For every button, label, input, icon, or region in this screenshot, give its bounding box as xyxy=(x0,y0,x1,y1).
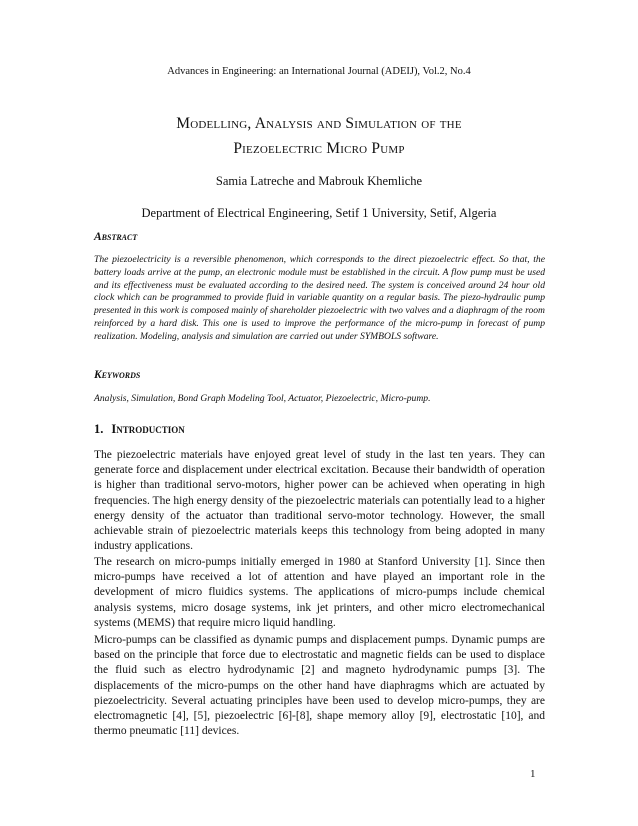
page-number: 1 xyxy=(530,768,536,780)
title-line-1: Modelling, Analysis and Simulation of the xyxy=(176,115,462,132)
authors: Samia Latreche and Mabrouk Khemliche xyxy=(215,174,423,188)
title-line-2: Piezoelectric Micro Pump xyxy=(233,140,405,157)
keywords-text: Analysis, Simulation, Bond Graph Modeling Tool, Actuator, Piezoelectric, Micro-pump. xyxy=(94,393,431,404)
introduction-heading xyxy=(94,422,185,437)
abstract-heading: Abstract xyxy=(94,231,138,243)
section-title: Introduction xyxy=(111,422,185,436)
journal-header: Advances in Engineering: an International Journal (ADEIJ), Vol.2, No.4 xyxy=(167,66,471,77)
paper-title xyxy=(0,111,638,161)
intro-paragraph-3: Micro-pumps can be classified as dynamic pumps and displacement pumps. Dynamic pumps are based on the principle that force due to electrostatic and magnetic fields can be used to displace the fluid such as electro hydrodynamic [2] and magneto hydrodynamic pumps [3]. The displacements of the micro-pumps on the other hand have diaphragms which are actuated by piezoelectricity. Several actuating principles have been used to develop micro-pumps, they are electromagnetic [4], [5], piezoelectric [6]-[8], shape memory alloy [9], electrostatic [10], and thermo pneumatic [11] devices. xyxy=(94,634,545,738)
section-number: 1. xyxy=(94,422,104,436)
intro-paragraph-1: The piezoelectric materials have enjoyed great level of study in the last ten years. They can generate force and displacement under electrical excitation. Because their bandwidth of operation is higher than traditional servo-motors, higher power can be achieved when operating in high frequencies. The high energy density of the piezoelectric materials can potentially lead to a higher energy density of the actuator than traditional servo-motor technology. However, the small achievable strain of piezoelectric materials keeps this technology from being adopted in many industry applications. xyxy=(94,449,545,553)
intro-paragraph-2: The research on micro-pumps initially emerged in 1980 at Stanford University [1]. Since then micro-pumps have received a lot of attention and have played an important role in the development of micro fluidics systems. The applications of micro-pumps include chemical analysis systems, micro dosage systems, ink jet printers, and other micro electromechanical systems (MEMS) that require micro liquid handling. xyxy=(94,556,545,629)
affiliation: Department of Electrical Engineering, Setif 1 University, Setif, Algeria xyxy=(141,206,497,220)
keywords-heading: Keywords xyxy=(94,369,141,381)
abstract-text: The piezoelectricity is a reversible phenomenon, which corresponds to the direct piezoelectric effect. So that, the battery loads arrive at the pump, an electronic module must be established in the circuit. A flow pump must be used and its effectiveness must be evaluated according to the desired need. The system is conceived around 24 hour old clock which can be programmed to provide fluid in variable quantity on a regular basis. The piezo-hydraulic pump presented in this work is composed mainly of shareholder piezoelectric with two valves and a diaphragm of the room reinforced by a hard disk. This one is used to improve the performance of the micro-pump in forecast of pump realization. Modeling, analysis and simulation are carried out under SYMBOLS software. xyxy=(94,254,545,342)
